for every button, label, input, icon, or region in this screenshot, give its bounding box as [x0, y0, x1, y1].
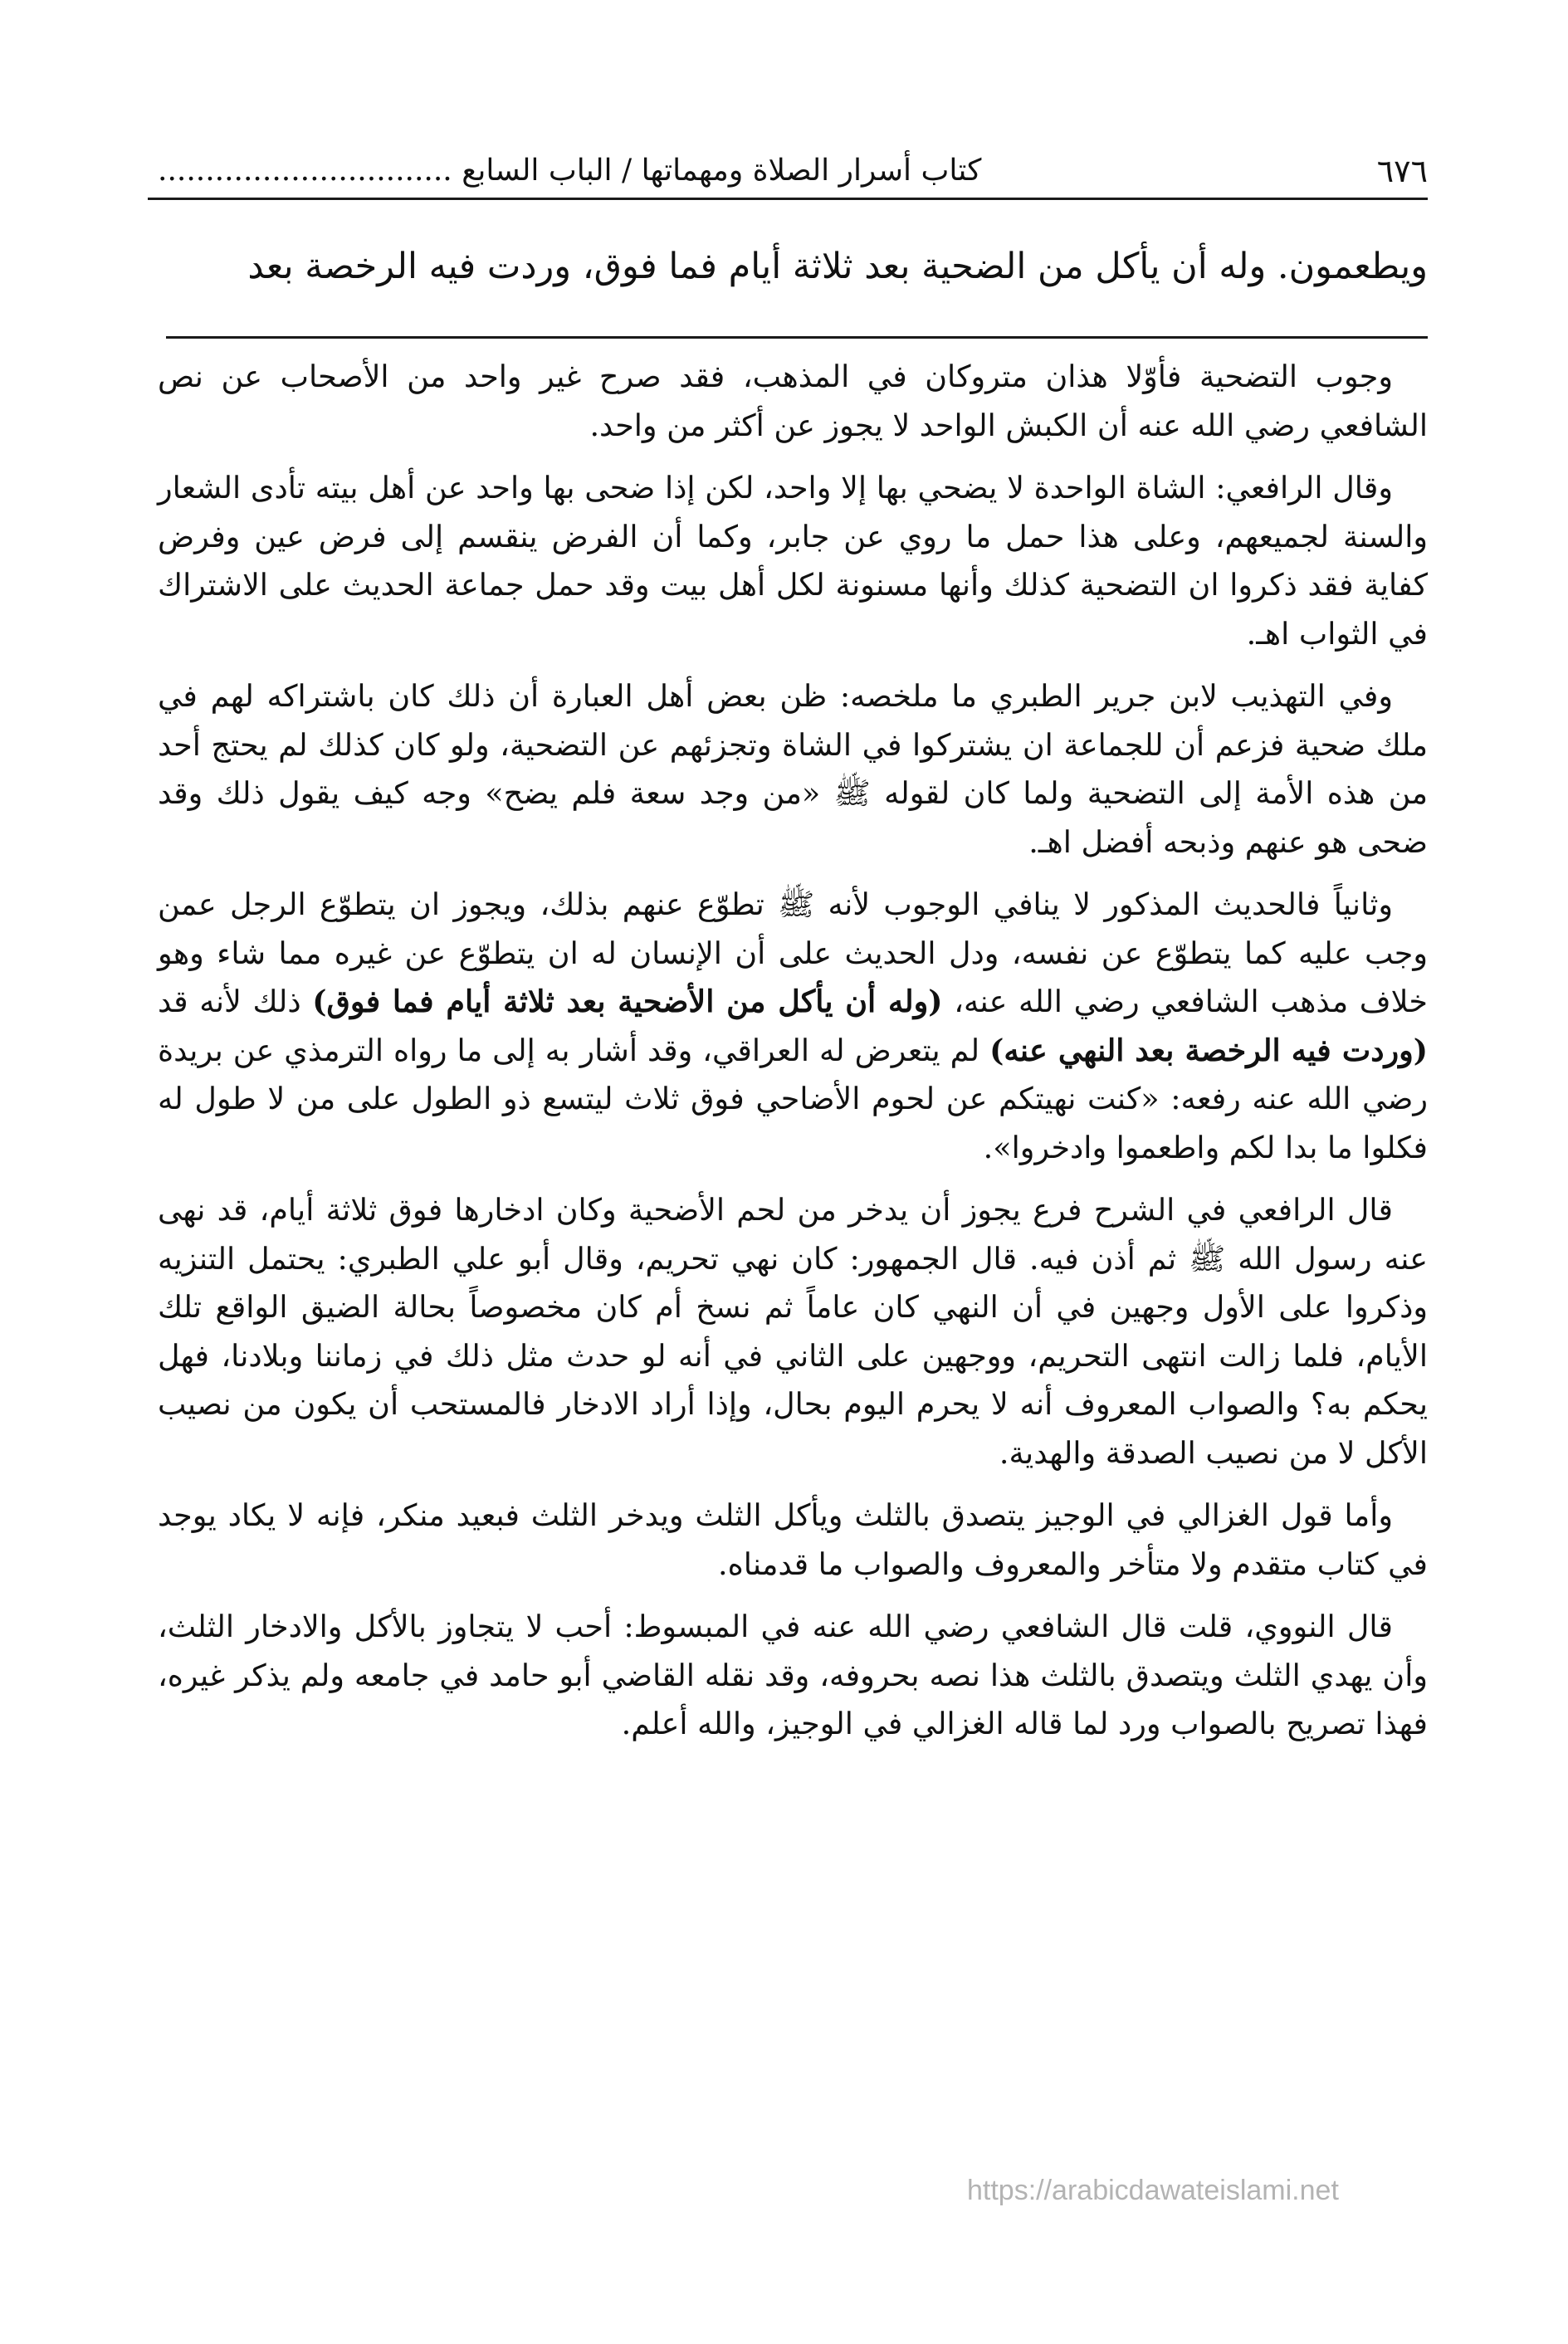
commentary-divider: [166, 336, 1428, 339]
chapter-title: كتاب أسرار الصلاة ومهماتها / الباب السابع ...............................: [158, 154, 982, 188]
page-number: ٦٧٦: [1376, 153, 1428, 189]
running-header: [158, 139, 1428, 189]
main-text-line: ويطعمون. وله أن يأكل من الضحية بعد ثلاثة أيام فما فوق، وردت فيه الرخصة بعد: [247, 246, 1428, 287]
commentary-paragraph: وأما قول الغزالي في الوجيز يتصدق بالثلث ويأكل الثلث ويدخر الثلث فبعيد منكر، فإنه لا يكاد يوجد في كتاب متقدم ولا متأخر والمعروف والصواب ما قدمناه.: [158, 1497, 1428, 1582]
quoted-matn: (وله أن يأكل من الأضحية بعد ثلاثة أيام فما فوق): [312, 984, 943, 1019]
paragraph-text: لم يتعرض له العراقي، وقد أشار به إلى ما رواه الترمذي عن بريدة رضي الله عنه رفعه: «كنت نهيتكم عن لحوم الأضاحي فوق ثلاث ليتسع ذو الطول على من لا طول له فكلوا ما بدا لكم واطعموا وادخروا».: [158, 1032, 1428, 1165]
commentary-paragraph: وفي التهذيب لابن جرير الطبري ما ملخصه: ظن بعض أهل العبارة أن ذلك كان باشتراكه لهم في ملك ضحية فزعم أن للجماعة ان يشتركوا في الشاة وتجزئهم عن التضحية، ولو كان كذلك لم يحتج أحد من هذه الأمة إلى التضحية ولما كان لقوله ﷺ «من وجد سعة فلم يضح» وجه كيف يقول ذلك وقد ضحى هو عنهم وذبحه أفضل اهـ.: [158, 678, 1428, 860]
commentary-paragraph: وجوب التضحية فأوّلا هذان متروكان في المذهب، فقد صرح غير واحد من الأصحاب عن نص الشافعي رضي الله عنه أن الكبش الواحد لا يجوز عن أكثر من واحد.: [158, 359, 1428, 443]
paragraph-text: ذلك لأنه قد: [158, 984, 313, 1019]
header-divider: [148, 198, 1428, 200]
commentary-section: [158, 353, 1428, 1763]
commentary-paragraph: وقال الرافعي: الشاة الواحدة لا يضحي بها إلا واحد، لكن إذا ضحى بها واحد عن أهل بيته تأدى الشعار والسنة لجميعهم، وعلى هذا حمل ما روي عن جابر، وكما أن الفرض ينقسم إلى فرض عين وفرض كفاية فقد ذكروا ان التضحية كذلك وأنها مسنونة لكل أهل بيت وقد حمل جماعة الحديث على الاشتراك في الثواب اهـ.: [158, 470, 1428, 652]
paragraph-text: وثانياً فالحديث المذكور لا ينافي الوجوب لأنه ﷺ تطوّع عنهم بذلك، ويجوز ان يتطوّع الرجل عمن وجب عليه كما يتطوّع عن نفسه، ودل الحديث على أن الإنسان له ان يتطوّع عن غيره مما شاء وهو خلاف مذهب الشافعي رضي الله عنه،: [158, 886, 1428, 1019]
commentary-paragraph: قال الرافعي في الشرح فرع يجوز أن يدخر من لحم الأضحية وكان ادخارها فوق ثلاثة أيام، قد نهى عنه رسول الله ﷺ ثم أذن فيه. قال الجمهور: كان نهي تحريم، وقال أبو علي الطبري: يحتمل التنزيه وذكروا على الأول وجهين في أن النهي كان عاماً ثم نسخ أم كان مخصوصاً بحالة الضيق الواقع تلك الأيام، فلما زالت انتهى التحريم، ووجهين على الثاني في أنه لو حدث مثل ذلك في زماننا وبلادنا، فهل يحكم به؟ والصواب المعروف أنه لا يحرم اليوم بحال، وإذا أراد الادخار فالمستحب أن يكون من نصيب الأكل لا من نصيب الصدقة والهدية.: [158, 1192, 1428, 1471]
watermark-url: https://arabicdawateislami.net: [967, 2175, 1339, 2206]
quoted-matn: (وردت فيه الرخصة بعد النهي عنه): [989, 1032, 1428, 1068]
commentary-paragraph: قال النووي، قلت قال الشافعي رضي الله عنه في المبسوط: أحب لا يتجاوز بالأكل والادخار الثلث، وأن يهدي الثلث ويتصدق بالثلث هذا نصه بحروفه، وقد نقله القاضي أبو حامد في جامعه ولم يذكر غيره، فهذا تصريح بالصواب ورد لما قاله الغزالي في الوجيز، والله أعلم.: [158, 1609, 1428, 1741]
commentary-paragraph: [158, 881, 1428, 1172]
